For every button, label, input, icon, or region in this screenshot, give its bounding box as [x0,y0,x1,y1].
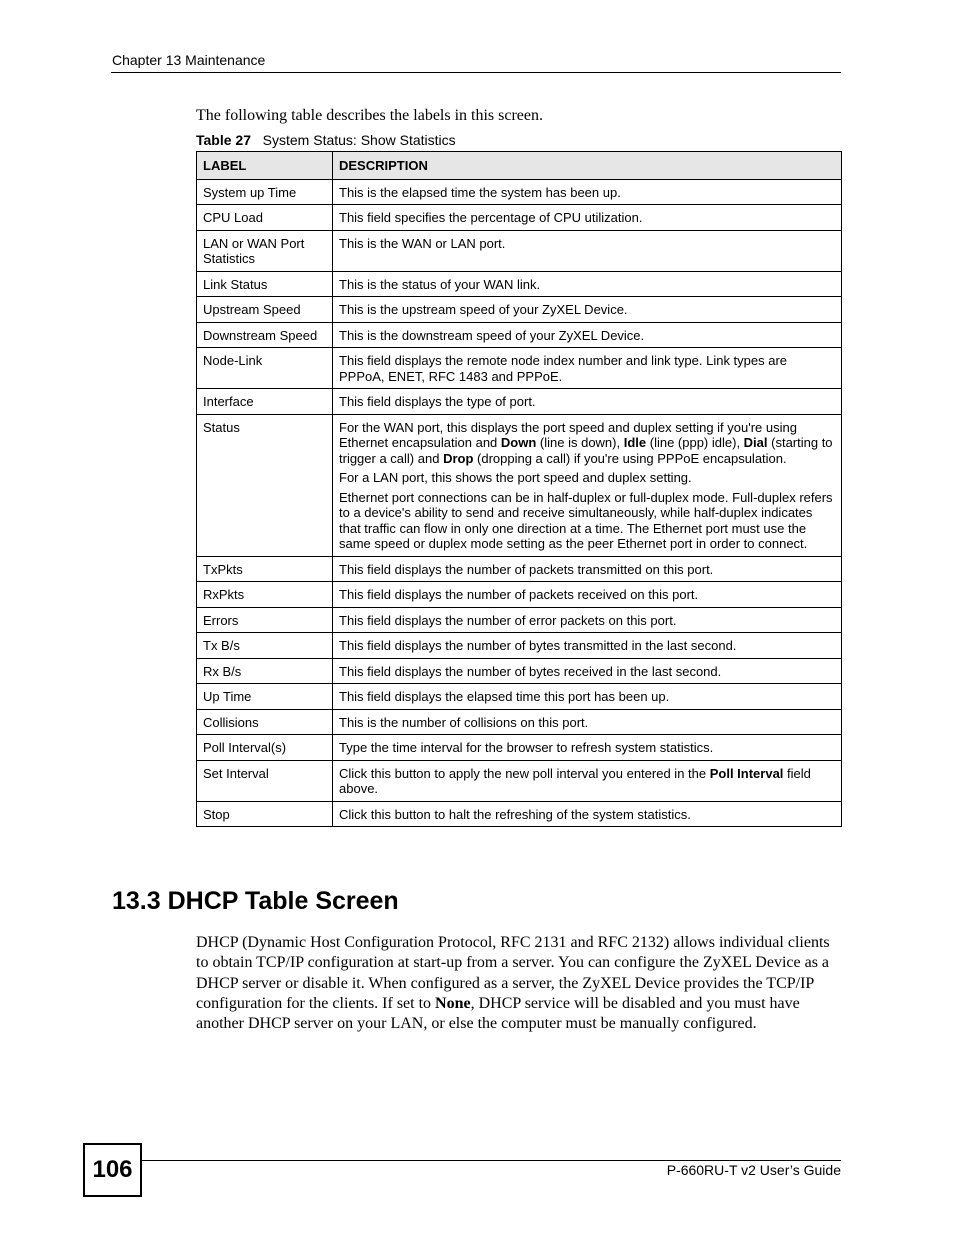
table-title: System Status: Show Statistics [262,132,456,148]
row-description [333,801,842,827]
table-row [197,760,842,801]
description-paragraph: This is the elapsed time the system has been up. [339,184,621,200]
row-description [333,633,842,659]
row-label: Tx B/s [197,633,333,659]
description-paragraph: This field displays the number of bytes transmitted in the last second. [339,638,737,653]
row-description [333,658,842,684]
description-paragraph: This field displays the remote node index number and link type. Link types are PPPoA, ENET, RFC 1483 and PPPoE. [339,353,788,384]
table-row [197,633,842,659]
description-paragraph: This field displays the number of error packets on this port. [339,612,677,628]
row-label: LAN or WAN Port Statistics [197,230,333,271]
statistics-table [196,151,842,827]
row-label: Collisions [197,709,333,735]
row-label: Set Interval [197,760,333,801]
row-label: Stop [197,801,333,827]
table-header-row [197,152,842,180]
row-description [333,607,842,633]
chapter-title: Chapter 13 Maintenance [112,52,266,68]
row-description [333,414,842,556]
description-paragraph: Type the time interval for the browser to refresh system statistics. [339,740,714,755]
row-description [333,348,842,389]
description-paragraph: This field displays the number of bytes received in the last second. [339,663,722,679]
row-label: Downstream Speed [197,322,333,348]
row-label: Node-Link [197,348,333,389]
description-paragraph: This field displays the number of packets transmitted on this port. [339,561,714,577]
row-description [333,582,842,608]
row-description [333,709,842,735]
page-header [111,52,841,73]
row-label: Errors [197,607,333,633]
row-description [333,179,842,205]
table-row [197,607,842,633]
intro-text: The following table describes the labels in this screen. [196,107,544,124]
row-description [333,760,842,801]
description-paragraph: This is the WAN or LAN port. [339,235,506,251]
row-label: Poll Interval(s) [197,735,333,761]
description-paragraph: For the WAN port, this displays the port speed and duplex setting if you're using Ethernet encapsulation and Down (line is down), Idle (line (ppp) idle), Dial (starting to trigger a call) and Drop (dropping a call) if you're using PPPoE encapsulation. [339,419,833,466]
row-description [333,735,842,761]
table-row [197,297,842,323]
table-row [197,556,842,582]
row-description [333,389,842,415]
table-row [197,658,842,684]
table-row [197,205,842,231]
description-paragraph: This field specifies the percentage of CPU utilization. [339,210,643,225]
table-number: Table 27 [196,132,251,148]
description-paragraph: This field displays the elapsed time this port has been up. [339,689,670,704]
row-label: Rx B/s [197,658,333,684]
row-description [333,322,842,348]
row-description [333,205,842,231]
table-body [197,179,842,827]
table-row [197,322,842,348]
table-row [197,230,842,271]
description-paragraph: This is the downstream speed of your ZyXEL Device. [339,327,645,343]
guide-title: P-660RU-T v2 User’s Guide [666,1162,841,1178]
row-label: Link Status [197,271,333,297]
row-label: TxPkts [197,556,333,582]
row-label: CPU Load [197,205,333,231]
table-row [197,684,842,710]
description-paragraph: This is the number of collisions on this port. [339,714,589,730]
table-row [197,709,842,735]
table-row [197,389,842,415]
table-row [197,348,842,389]
row-description [333,271,842,297]
description-paragraph: This is the upstream speed of your ZyXEL Device. [339,302,628,317]
table-row [197,179,842,205]
row-label: Interface [197,389,333,415]
page-number: 106 [83,1143,142,1197]
footer-rule [140,1160,841,1161]
section-heading: 13.3 DHCP Table Screen [112,887,399,915]
row-label: Up Time [197,684,333,710]
row-description [333,230,842,271]
column-header-description: DESCRIPTION [333,152,842,180]
description-paragraph: Click this button to halt the refreshing of the system statistics. [339,806,691,822]
table-row [197,414,842,556]
row-description [333,556,842,582]
table-row [197,271,842,297]
row-description [333,684,842,710]
table-caption [196,132,456,148]
description-paragraph: This field displays the number of packets received on this port. [339,587,699,602]
row-label: RxPkts [197,582,333,608]
column-header-label: LABEL [197,152,333,180]
description-paragraph: This field displays the type of port. [339,394,536,409]
row-label: System up Time [197,179,333,205]
description-paragraph: Ethernet port connections can be in half-duplex or full-duplex mode. Full-duplex refers to a device's ability to send and receive simultaneously, while half-duplex indicates that traffic can flow in only one direction at a time. The Ethernet port must use the same speed or duplex mode setting as the peer Ethernet port in order to connect. [339,489,833,551]
description-paragraph: This is the status of your WAN link. [339,276,541,292]
row-label: Upstream Speed [197,297,333,323]
section-body: DHCP (Dynamic Host Configuration Protocol, RFC 2131 and RFC 2132) allows individual clients to obtain TCP/IP configuration at start-up from a server. You can configure the ZyXEL Device as a DHCP server or disable it. When configured as a server, the ZyXEL Device provides the TCP/IP configuration for the clients. If set to None, DHCP service will be disabled and you must have another DHCP server on your LAN, or else the computer must be manually configured. [196,934,830,1033]
table-row [197,801,842,827]
table-row [197,582,842,608]
row-description [333,297,842,323]
description-paragraph: Click this button to apply the new poll interval you entered in the Poll Interval field above. [339,765,811,796]
description-paragraph: For a LAN port, this shows the port speed and duplex setting. [339,470,692,485]
row-label: Status [197,414,333,556]
table-row [197,735,842,761]
